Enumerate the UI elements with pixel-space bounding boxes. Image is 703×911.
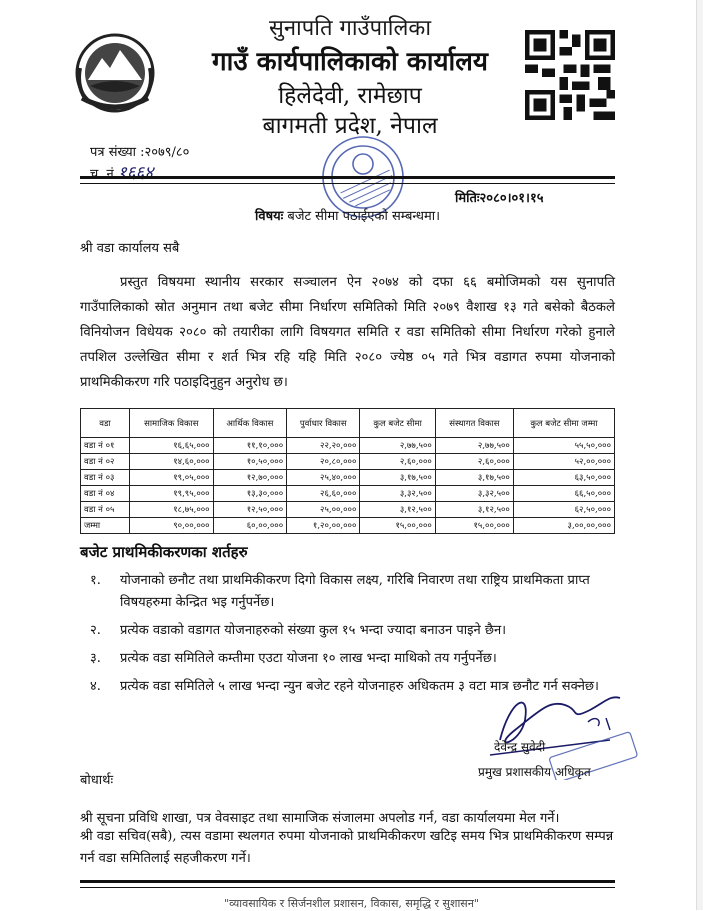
table-cell: ६६,५०,००० [513,486,614,502]
table-cell: २०,८०,००० [287,454,360,470]
table-cell: २,६०,००० [435,454,513,470]
col-header-social: सामाजिक विकास [130,409,214,438]
table-cell: ५५,५०,००० [513,438,614,454]
item-number: १. [90,573,101,588]
cc-label: बोधार्थः [80,773,114,788]
col-header-infrastructure: पुर्वाधार विकास [287,409,360,438]
letter-number: पत्र संख्या :२०७९/८० [90,145,190,160]
office-name: गाउँ कार्यपालिकाको कार्यालय [212,47,488,77]
signatory-name: देवेन्द्र सुवेदी [494,740,546,754]
table-cell: १५,००,००० [435,518,513,534]
table-cell: ५२,००,००० [513,454,614,470]
cc-line: श्री वडा सचिव(सबै), त्यस वडामा स्थलगत रुपमा योजनाको प्राथमिकीकरण खटिइ समय भित्र प्राथमिकीकरण सम्पन्न गर्न वडा समितिलाई सहजीकरण गर्ने। [80,829,614,866]
table-cell: १,२०,००,००० [287,518,360,534]
table-cell: १४,६०,००० [130,454,214,470]
footer-divider [80,880,615,888]
table-cell: २५,४०,००० [287,470,360,486]
qr-code-icon [525,30,615,120]
table-cell: २,७७,५०० [435,438,513,454]
table-cell: जम्मा [81,518,130,534]
col-header-budget-limit: कुल बजेट सीमा [360,409,435,438]
table-cell: ९०,००,००० [130,518,214,534]
table-cell: वडा नं ०१ [81,438,130,454]
table-cell: ११,१०,००० [213,438,287,454]
header-divider [80,176,615,184]
office-location: हिलेदेवी, रामेछाप [278,83,422,109]
table-cell: १२,५०,००० [213,502,287,518]
table-cell: १३,३०,००० [213,486,287,502]
table-cell: २,७७,५०० [360,438,435,454]
table-cell: ३,३२,५०० [360,486,435,502]
addressee: श्री वडा कार्यालय सबै [80,241,180,256]
province-line: बागमती प्रदेश, नेपाल [262,113,438,139]
table-cell: ३,००,००,००० [513,518,614,534]
table-cell: ६०,००,००० [213,518,287,534]
list-item [80,620,615,642]
table-row [81,502,615,518]
table-cell: वडा नं ०२ [81,454,130,470]
item-text: प्रत्येक वडा समितिले ५ लाख भन्दा न्युन बजेट रहने योजनाहरु अधिकतम ३ वटा मात्र छनौट गर्न सक्नेछ। [120,679,599,694]
table-cell: ३,३२,५०० [435,486,513,502]
table-cell: २५,००,००० [287,502,360,518]
subject-line [255,206,440,224]
table-row [81,486,615,502]
table-cell: ३,१२,५०० [360,502,435,518]
table-cell: १९,९५,००० [130,486,214,502]
conditions-title: बजेट प्राथमिकीकरणका शर्तहरु [80,543,248,561]
nepal-emblem-icon [70,28,160,118]
table-header-row [81,409,615,438]
list-item [80,570,615,614]
table-row [81,438,615,454]
table-cell: १६,६५,००० [130,438,214,454]
table-cell: १८,७५,००० [130,502,214,518]
table-cell: १०,५०,००० [213,454,287,470]
item-number: ३. [90,651,101,666]
item-text: प्रत्येक वडा समितिले कम्तीमा एउटा योजना १० लाख भन्दा माथिको तय गर्नुपर्नेछ। [120,651,497,666]
table-cell: ३,१२,५०० [435,502,513,518]
table-row [81,470,615,486]
subject-text: बजेट सीमा पठाईएको सम्बन्धमा। [287,209,441,224]
table-cell: ६२,५०,००० [513,502,614,518]
item-text: योजनाको छनौट तथा प्राथमिकीकरण दिगो विकास लक्ष्य, गरिबि निवारण तथा राष्ट्रिय प्राथमिकता प्राप्त विषयहरुमा केन्द्रित भइ गर्नुपर्नेछ। [120,573,590,610]
table-cell: ३,१७,५०० [360,470,435,486]
table-cell: १२,७०,००० [213,470,287,486]
table-cell: २६,६०,००० [287,486,360,502]
cc-line: श्री सूचना प्रविधि शाखा, पत्र वेवसाइट तथा सामाजिक संजालमा अपलोड गर्न, वडा कार्यालयमा मेल गर्ने। [80,811,560,826]
subject-label: विषयः [255,209,284,224]
signatory-title: प्रमुख प्रशासकीय अधिकृत [478,765,591,779]
table-cell: २,६०,००० [360,454,435,470]
table-cell: ६३,५०,००० [513,470,614,486]
item-text: प्रत्येक वडाको वडागत योजनाहरुको संख्या कुल १५ भन्दा ज्यादा बनाउन पाइने छैन। [120,623,507,638]
item-number: ४. [90,679,101,694]
budget-table [80,408,615,534]
table-row [81,454,615,470]
letter-body: प्रस्तुत विषयमा स्थानीय सरकार सञ्चालन ऐन २०७४ को दफा ६६ बमोजिमको यस सुनापति गाउँपालिकाको स्रोत अनुमान तथा बजेट सीमा निर्धारण समितिको मिति २०७९ वैशाख १३ गते बसेको बैठकले विनियोजन विधेयक २०८० को तयारीका लागि विषयगत समिति र वडा समितिको सीमा निर्धारण गरेको हुनाले तपशिल उल्लेखित सीमा र शर्त भित्र रहि यहि मिति २०८० ज्येष्ठ ०५ गते भित्र वडागत रुपमा योजनाको प्राथमिकीकरण गरि पठाइदिनुहुन अनुरोध छ। [80,275,615,390]
table-cell: २२,२०,००० [287,438,360,454]
col-header-ward: वडा [81,409,130,438]
table-cell: वडा नं ०३ [81,470,130,486]
col-header-economic: आर्थिक विकास [213,409,287,438]
table-cell: वडा नं ०५ [81,502,130,518]
table-cell: १९,०५,००० [130,470,214,486]
table-total-row [81,518,615,534]
col-header-institutional: संस्थागत विकास [435,409,513,438]
dispatch-value: १६६४ [117,163,154,183]
table-cell: वडा नं ०४ [81,486,130,502]
col-header-total: कुल बजेट सीमा जम्मा [513,409,614,438]
table-cell: १५,००,००० [360,518,435,534]
dispatch-label: च. नं. [90,167,118,182]
table-cell: ३,१७,५०० [435,470,513,486]
municipality-name: सुनापति गाउँपालिका [268,16,432,41]
signature-icon [470,660,640,780]
scan-edge [696,0,703,910]
footer-motto: "व्यावसायिक र सिर्जनशील प्रशासन, विकास, समृद्धि र सुशासन" [224,897,479,910]
letter-date: मितिः२०८०।०१।१५ [455,191,544,206]
item-number: २. [90,623,101,638]
